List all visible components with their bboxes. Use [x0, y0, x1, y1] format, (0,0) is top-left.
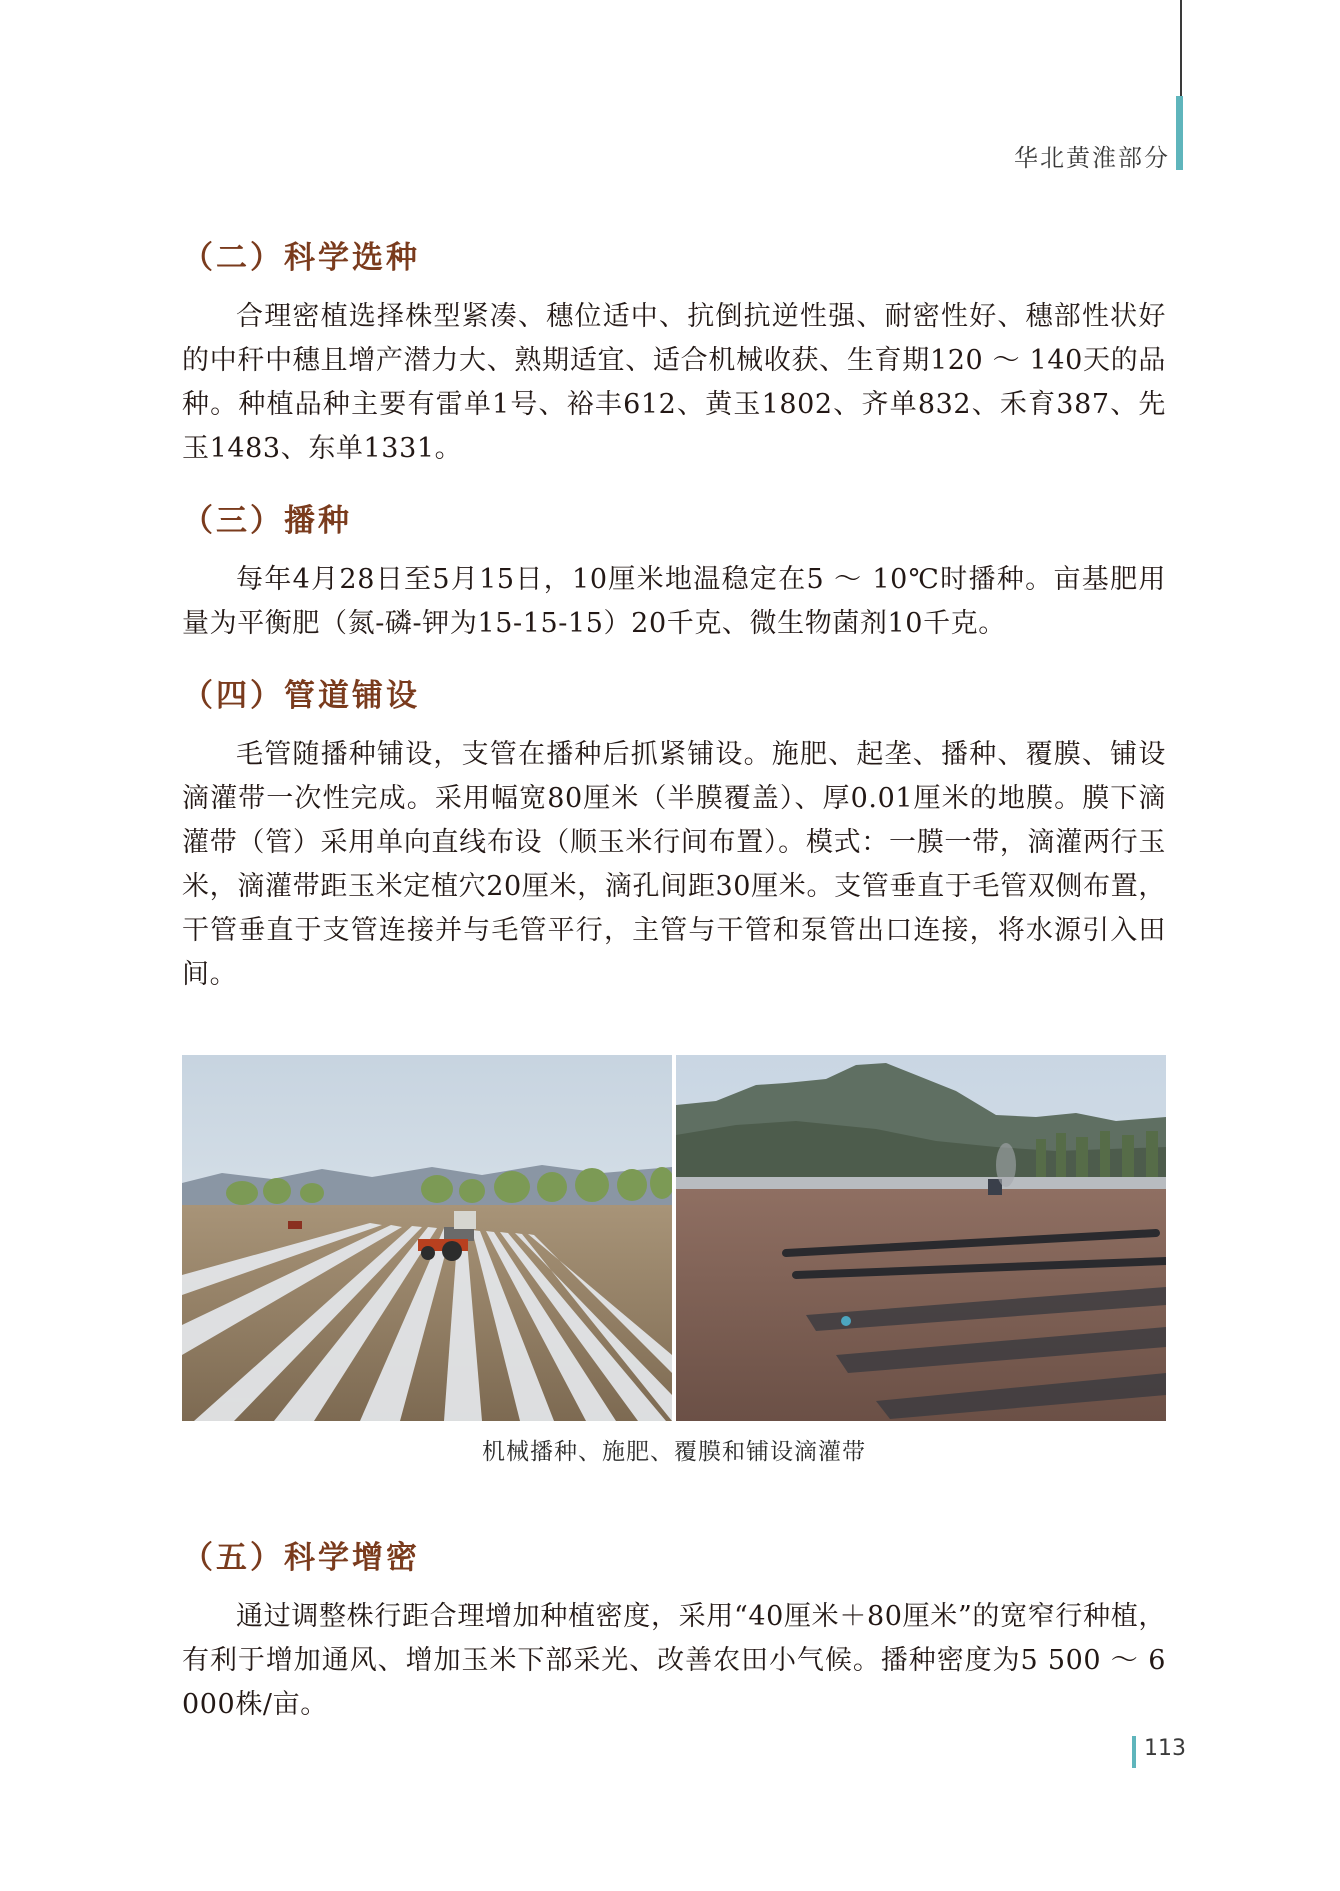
- section-text-sowing: 每年4月28日至5月15日，10厘米地温稳定在5 ～ 10℃时播种。亩基肥用量为平衡肥（氮-磷-钾为15-15-15）20千克、微生物菌剂10千克。: [182, 564, 1166, 639]
- header-tab-marker: [1176, 96, 1183, 170]
- photo-drip-tape-laying: [676, 1055, 1166, 1421]
- running-head: 华北黄淮部分: [1014, 144, 1170, 172]
- page-content: [182, 232, 1166, 1727]
- section-heading-sowing: （三）播种: [182, 503, 352, 539]
- photo-machine-sowing: [182, 1055, 672, 1421]
- section-heading-seed-selection: （二）科学选种: [182, 240, 420, 276]
- folio-marker: [1132, 1736, 1136, 1768]
- section-text-density: 通过调整株行距合理增加种植密度，采用“40厘米＋80厘米”的宽窄行种植，有利于增加通风、增加玉米下部采光、改善农田小气候。播种密度为5 500 ～ 6 000株/亩。: [182, 1601, 1166, 1720]
- section-text-seed-selection: 合理密植选择株型紧凑、穗位适中、抗倒抗逆性强、耐密性好、穗部性状好的中秆中穗且增产潜力大、熟期适宜、适合机械收获、生育期120 ～ 140天的品种。种植品种主要有雷单1号、裕丰612、黄玉1802、齐单832、禾育387、先玉1483、东单1331。: [182, 301, 1166, 464]
- section-heading-pipe-laying: （四）管道铺设: [182, 678, 420, 714]
- section-text-pipe-laying: 毛管随播种铺设，支管在播种后抓紧铺设。施肥、起垄、播种、覆膜、铺设滴灌带一次性完成。采用幅宽80厘米（半膜覆盖）、厚0.01厘米的地膜。膜下滴灌带（管）采用单向直线布设（顺玉米行间布置）。模式：一膜一带，滴灌两行玉米，滴灌带距玉米定植穴20厘米，滴孔间距30厘米。支管垂直于毛管双侧布置，干管垂直于支管连接并与毛管平行，主管与干管和泵管出口连接，将水源引入田间。: [182, 739, 1166, 990]
- figure-photos: [182, 1055, 1166, 1421]
- page-number: 113: [1144, 1736, 1186, 1761]
- section-heading-density: （五）科学增密: [182, 1540, 420, 1576]
- figure-caption: 机械播种、施肥、覆膜和铺设滴灌带: [482, 1439, 866, 1465]
